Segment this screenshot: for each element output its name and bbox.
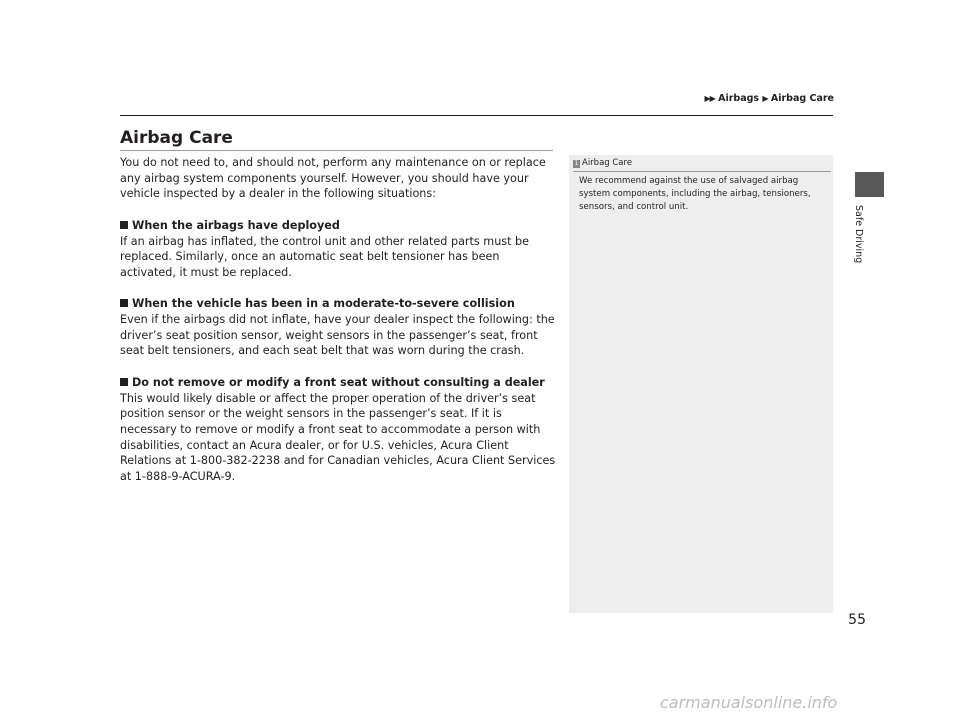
main-content bbox=[120, 155, 556, 485]
breadcrumb-level2[interactable]: Airbag Care bbox=[770, 93, 834, 104]
square-bullet-icon bbox=[120, 378, 128, 386]
note-marker-icon: 1 bbox=[574, 160, 579, 167]
sidebar-note bbox=[569, 155, 833, 613]
square-bullet-icon bbox=[120, 221, 128, 229]
square-bullet-icon bbox=[120, 299, 128, 307]
section-heading-front-seat: Do not remove or modify a front seat without consulting a dealer bbox=[120, 375, 556, 391]
section-tab bbox=[855, 172, 884, 197]
arrow-icon: ▶ bbox=[762, 94, 768, 103]
header-divider bbox=[120, 115, 833, 116]
section-label: Safe Driving bbox=[853, 205, 864, 264]
watermark: carmanualsonline.info bbox=[660, 693, 838, 712]
section-body-collision: Even if the airbags did not inflate, have your dealer inspect the following: the driver’s seat position sensor, weight sensors in the passenger’s seat, front seat belt tensioners, and each seat belt that was worn during the crash. bbox=[120, 313, 555, 358]
page-title: Airbag Care bbox=[120, 128, 233, 148]
intro-paragraph: You do not need to, and should not, perform any maintenance on or replace any airbag system components yourself. However, you should have your vehicle inspected by a dealer in the following situations: bbox=[120, 156, 546, 201]
sidebar-title: 1 Airbag Care bbox=[574, 158, 633, 168]
breadcrumb bbox=[705, 93, 835, 104]
sidebar-divider bbox=[573, 171, 831, 172]
title-divider bbox=[120, 150, 553, 151]
section-heading-collision: When the vehicle has been in a moderate-to-severe collision bbox=[120, 296, 556, 312]
section-heading-deployed: When the airbags have deployed bbox=[120, 218, 556, 234]
double-arrow-icon: ▶▶ bbox=[704, 94, 715, 103]
section-body-front-seat: This would likely disable or affect the proper operation of the driver’s seat position sensor or the weight sensors in the passenger’s seat. If it is necessary to remove or modify a front seat to accommodate a person with disabilities, contact an Acura dealer, or for U.S. vehicles, Acura Client Relations at 1-800-382-2238 and for Canadian vehicles, Acura Client Services at 1-888-9-ACURA-9. bbox=[120, 391, 556, 484]
sidebar-text: We recommend against the use of salvaged airbag system components, including the airbag, tensioners, sensors, and control unit. bbox=[579, 176, 811, 212]
breadcrumb-level1[interactable]: Airbags bbox=[718, 93, 760, 104]
section-body-deployed: If an airbag has inflated, the control unit and other related parts must be replaced. Similarly, once an automatic seat belt tensioner has been activated, it must be replaced. bbox=[120, 234, 530, 279]
page-number: 55 bbox=[848, 612, 866, 628]
